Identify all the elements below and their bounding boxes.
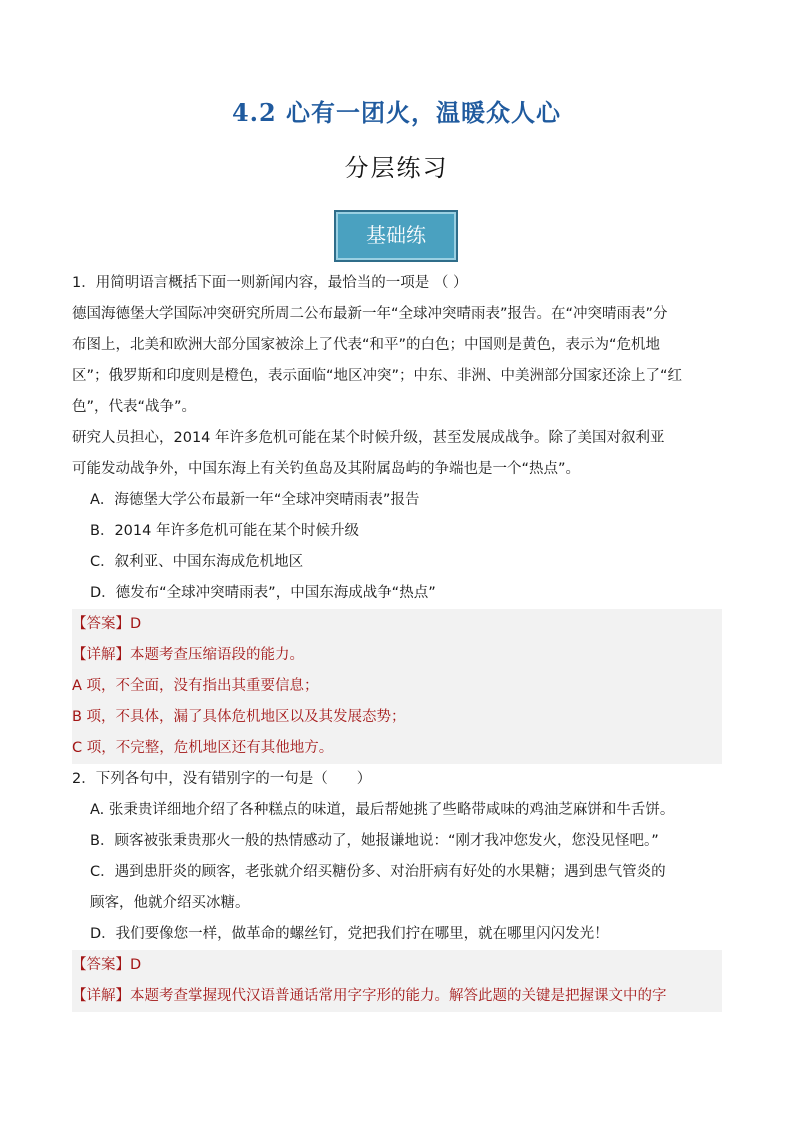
q1-passage-line: 可能发动战争外，中国东海上有关钓鱼岛及其附属岛屿的争端也是一个“热点”。 xyxy=(72,461,581,477)
q1-answer-box xyxy=(72,609,722,764)
question-1-stem: 1．用简明语言概括下面一则新闻内容，最恰当的一项是 （ ） xyxy=(72,275,468,291)
q1-passage-line: 色”，代表“战争”。 xyxy=(72,399,197,415)
q1-explain-line: 【详解】本题考查压缩语段的能力。 xyxy=(72,647,304,663)
q1-explain-line: A 项，不全面，没有指出其重要信息； xyxy=(72,678,319,694)
q1-explain-line: B 项，不具体，漏了具体危机地区以及其发展态势； xyxy=(72,709,406,725)
q1-passage-line: 布图上，北美和欧洲大部分国家被涂上了代表“和平”的白色；中国则是黄色，表示为“危机地 xyxy=(72,337,661,353)
q2-option-b: B．顾客被张秉贵那火一般的热情感动了，她报谦地说：“刚才我冲您发火，您没见怪吧。” xyxy=(90,833,659,849)
q1-option-d: D．德发布“全球冲突晴雨表”，中国东海成战争“热点” xyxy=(90,585,436,601)
q1-option-a: A．海德堡大学公布最新一年“全球冲突晴雨表”报告 xyxy=(90,492,420,508)
q1-passage-line: 德国海德堡大学国际冲突研究所周二公布最新一年“全球冲突晴雨表”报告。在“冲突晴雨表”分 xyxy=(72,306,668,322)
exercise-content xyxy=(72,268,722,1012)
q1-option-c: C．叙利亚、中国东海成危机地区 xyxy=(90,554,304,570)
q2-explain-line: 【详解】本题考查掌握现代汉语普通话常用字字形的能力。解答此题的关键是把握课文中的字 xyxy=(72,988,667,1004)
q2-option-c-continued: 顾客，他就介绍买冰糖。 xyxy=(90,895,250,911)
q2-answer-box xyxy=(72,950,722,1012)
q1-explain-line: C 项，不完整，危机地区还有其他地方。 xyxy=(72,740,334,756)
page-title: 4.2 心有一团火，温暖众人心 xyxy=(231,98,562,127)
q1-answer: 【答案】D xyxy=(72,616,142,632)
q1-passage-line: 区”；俄罗斯和印度则是橙色，表示面临“地区冲突”；中东、非洲、中美洲部分国家还涂上了“红 xyxy=(72,368,683,384)
q2-option-c: C．遇到患肝炎的顾客，老张就介绍买糖份多、对治肝病有好处的水果糖；遇到患气管炎的 xyxy=(90,864,666,880)
q2-option-d: D．我们要像您一样，做革命的螺丝钉，党把我们拧在哪里，就在哪里闪闪发光！ xyxy=(90,926,609,942)
page-subtitle: 分层练习 xyxy=(344,154,449,182)
question-2-stem: 2．下列各句中，没有错别字的一句是（ ） xyxy=(72,771,372,787)
q1-option-b: B．2014 年许多危机可能在某个时候升级 xyxy=(90,523,359,539)
section-badge: 基础练 xyxy=(334,210,458,262)
q2-option-a: A. 张秉贵详细地介绍了各种糕点的味道，最后帮她挑了些略带咸味的鸡油芝麻饼和牛舌饼。 xyxy=(90,802,675,818)
q1-passage-line: 研究人员担心，2014 年许多危机可能在某个时候升级，甚至发展成战争。除了美国对叙利亚 xyxy=(72,430,665,446)
q2-answer: 【答案】D xyxy=(72,957,142,973)
